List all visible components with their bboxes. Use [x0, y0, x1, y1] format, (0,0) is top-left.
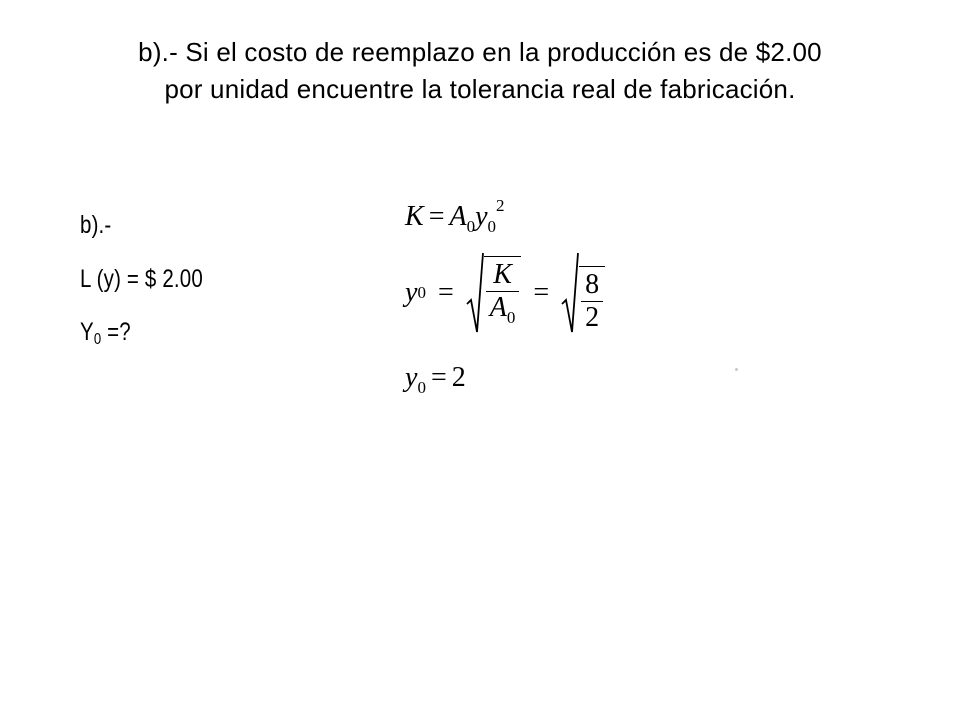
- speck-dot: [735, 368, 738, 371]
- loss-given: L (y) = $ 2.00: [80, 265, 203, 293]
- sqrt-k-over-a0: $\frac{K}{A_0}$: [466, 252, 522, 334]
- radical-sign-icon: [561, 252, 579, 334]
- formula-y0-result: $y_0 = 2$: [405, 362, 466, 397]
- slide-title: [20, 34, 940, 108]
- part-label: b).-: [80, 211, 112, 239]
- formula-y0-root: y 0 = $\frac{K}{A_0}$ = $\frac{8}{2}$: [405, 252, 605, 334]
- formula-k: $K = A_0y_0^2$: [405, 196, 505, 236]
- radical-sign-icon: [466, 252, 484, 334]
- title-line-1: b).- Si el costo de reemplazo en la producción es de $2.00: [138, 37, 822, 67]
- title-line-2: por unidad encuentre la tolerancia real de fabricación.: [164, 74, 796, 104]
- unknown-tolerance: $Y_0$ =?: [80, 318, 131, 348]
- sqrt-8-over-2: $\frac{8}{2}$: [561, 252, 605, 334]
